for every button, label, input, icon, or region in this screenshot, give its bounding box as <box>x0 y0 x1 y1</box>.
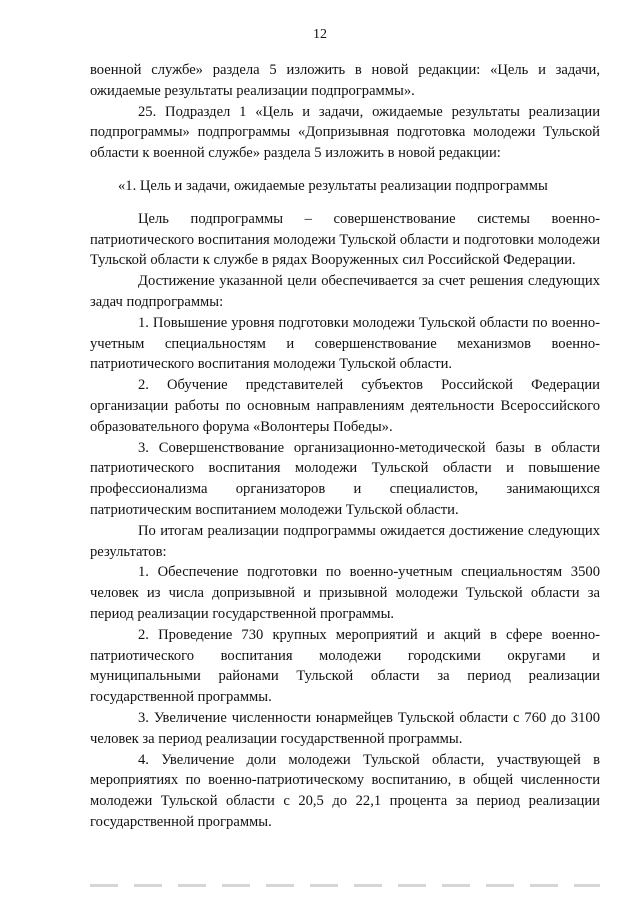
paragraph-task-3: 3. Совершенствование организационно-методической базы в области патриотического воспитания молодежи Тульской области и повышение профессионализма организаторов и специалистов, занимающихся патриотическим воспитанием молодежи Тульской области. <box>90 439 600 518</box>
paragraph-result-3: 3. Увеличение численности юнармейцев Тульской области с 760 до 3100 человек за период реализации государственной программы. <box>90 709 600 747</box>
paragraph-result-4: 4. Увеличение доли молодежи Тульской области, участвующей в мероприятиях по военно-патриотическому воспитанию, в общей численности молодежи Тульской области с 20,5 до 22,1 процента за период реализации государственной программы. <box>90 751 600 830</box>
section-heading: «1. Цель и задачи, ожидаемые результаты реализации подпрограммы <box>118 177 548 194</box>
paragraph-result-1: 1. Обеспечение подготовки по военно-учетным специальностям 3500 человек из числа допризывной и призывной молодежи Тульской области за период реализации государственной программы. <box>90 564 600 622</box>
document-body <box>90 60 600 833</box>
paragraph-continuation: военной службе» раздела 5 изложить в новой редакции: «Цель и задачи, ожидаемые результаты реализации подпрограммы». <box>90 62 600 99</box>
paragraph-results-intro: По итогам реализации подпрограммы ожидается достижение следующих результатов: <box>90 522 600 560</box>
paragraph-item-25: 25. Подраздел 1 «Цель и задачи, ожидаемые результаты реализации подпрограммы» подпрограммы «Допризывная подготовка молодежи Тульской области к военной службе» раздела 5 изложить в новой редакции: <box>90 103 600 162</box>
paragraph-goal: Цель подпрограммы – совершенствование системы военно-патриотического воспитания молодежи Тульской области и подготовки молодежи Тульской области к службе в рядах Вооруженных сил Российской Федерации. <box>90 210 600 269</box>
paragraph-task-2: 2. Обучение представителей субъектов Российской Федерации организации работы по основным направлениям деятельности Всероссийского образовательного форума «Волонтеры Победы». <box>90 377 600 435</box>
paragraph-tasks-intro: Достижение указанной цели обеспечивается за счет решения следующих задач подпрограммы: <box>90 273 600 310</box>
paragraph-task-1: 1. Повышение уровня подготовки молодежи Тульской области по военно-учетным специальностям и совершенствование механизмов военно-патриотического воспитания молодежи Тульской области. <box>90 314 600 373</box>
scan-artifact-line <box>90 884 600 887</box>
paragraph-result-2: 2. Проведение 730 крупных мероприятий и акций в сфере военно-патриотического воспитания молодежи городскими округами и муниципальными районами Тульской области за период реализации государственной программы. <box>90 626 600 706</box>
page-number: 12 <box>313 27 327 42</box>
